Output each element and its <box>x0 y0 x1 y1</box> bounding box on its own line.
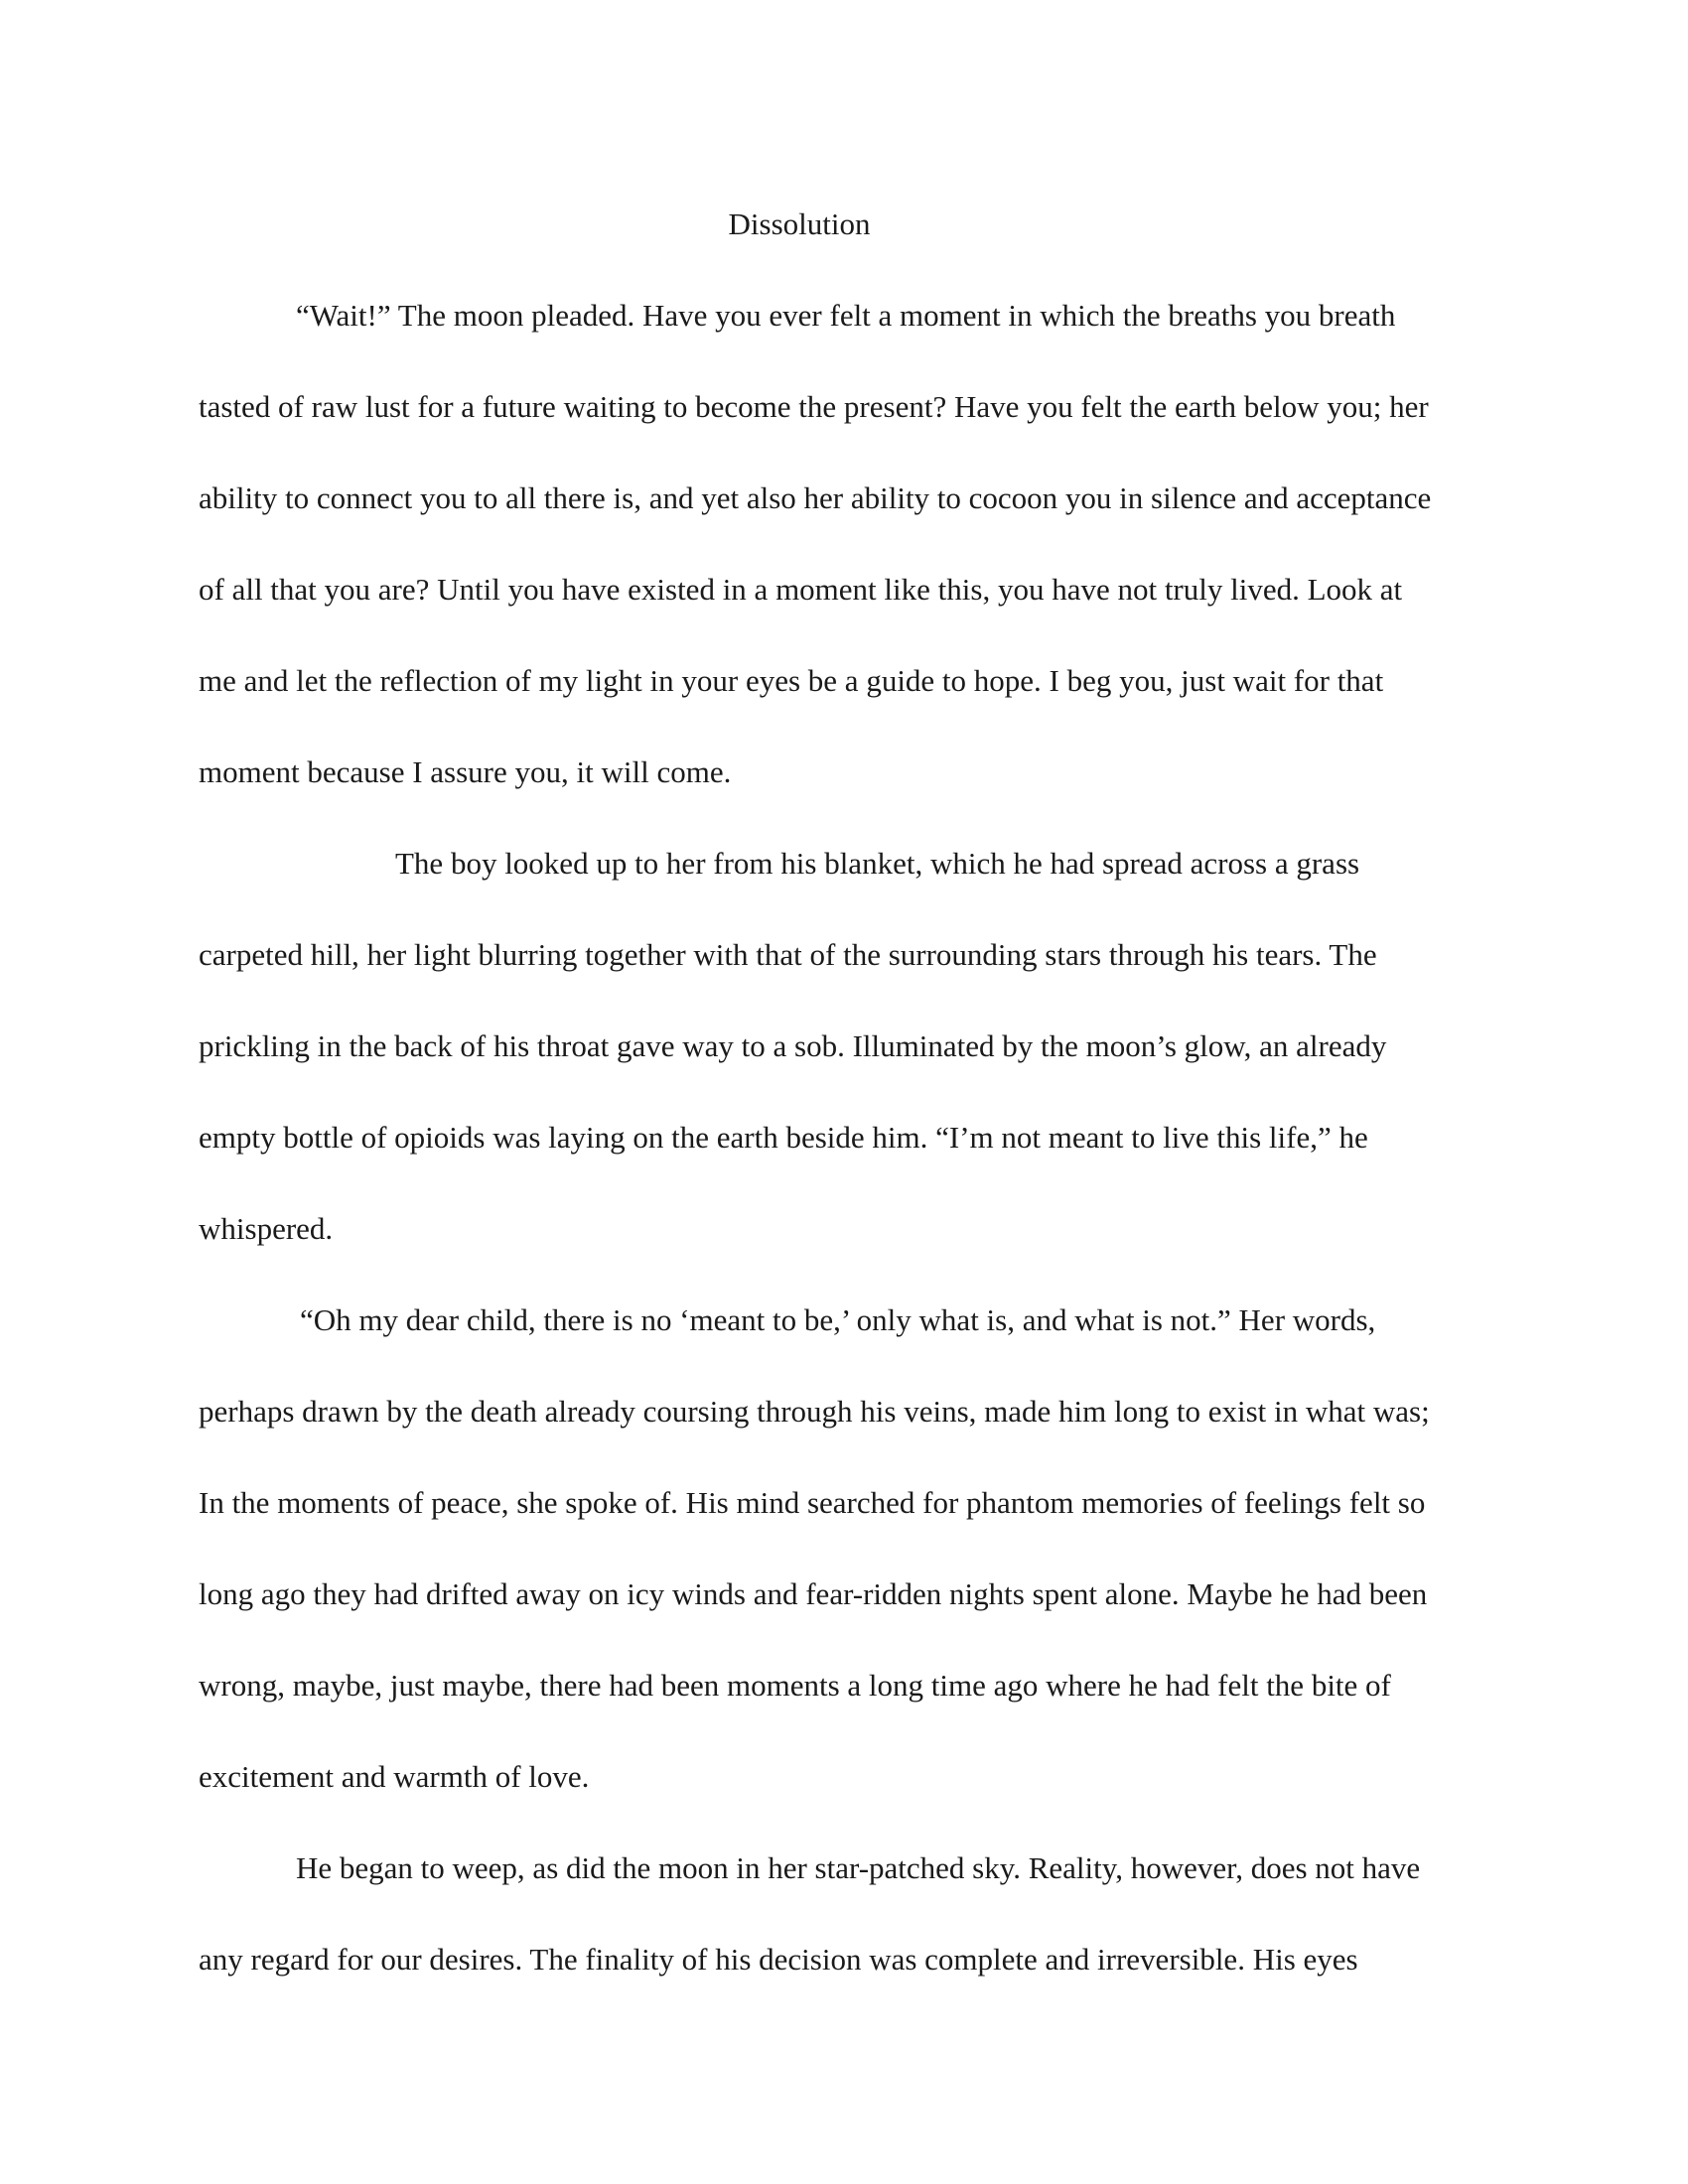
text-line: carpeted hill, her light blurring together with that of the surrounding stars through his tears. The <box>199 937 1377 972</box>
text-line: any regard for our desires. The finality of his decision was complete and irreversible. His eyes <box>199 1942 1358 1977</box>
text-line: The boy looked up to her from his blanket, which he had spread across a grass <box>395 846 1360 881</box>
text-line: prickling in the back of his throat gave way to a sob. Illuminated by the moon’s glow, an already <box>199 1028 1387 1063</box>
text-line: perhaps drawn by the death already coursing through his veins, made him long to exist in what was; <box>199 1394 1430 1429</box>
page-title: Dissolution <box>728 206 871 241</box>
text-line: empty bottle of opioids was laying on the earth beside him. “I’m not meant to live this life,” he <box>199 1120 1368 1155</box>
text-line: “Wait!” The moon pleaded. Have you ever felt a moment in which the breaths you breath <box>296 298 1396 333</box>
text-line: tasted of raw lust for a future waiting to become the present? Have you felt the earth below you; her <box>199 389 1429 424</box>
text-line: wrong, maybe, just maybe, there had been moments a long time ago where he had felt the bite of <box>199 1668 1391 1703</box>
text-line: of all that you are? Until you have existed in a moment like this, you have not truly lived. Look at <box>199 572 1403 607</box>
text-line: “Oh my dear child, there is no ‘meant to be,’ only what is, and what is not.” Her words, <box>300 1302 1376 1337</box>
text-line: excitement and warmth of love. <box>199 1759 590 1794</box>
text-line: ability to connect you to all there is, and yet also her ability to cocoon you in silence and acceptance <box>199 480 1432 515</box>
text-line: He began to weep, as did the moon in her star-patched sky. Reality, however, does not have <box>296 1850 1421 1885</box>
text-line: whispered. <box>199 1211 334 1246</box>
text-line: moment because I assure you, it will come. <box>199 754 732 789</box>
text-line: me and let the reflection of my light in your eyes be a guide to hope. I beg you, just wait for that <box>199 663 1384 698</box>
text-line: long ago they had drifted away on icy winds and fear-ridden nights spent alone. Maybe he had been <box>199 1576 1428 1611</box>
text-line: In the moments of peace, she spoke of. His mind searched for phantom memories of feelings felt so <box>199 1485 1426 1520</box>
